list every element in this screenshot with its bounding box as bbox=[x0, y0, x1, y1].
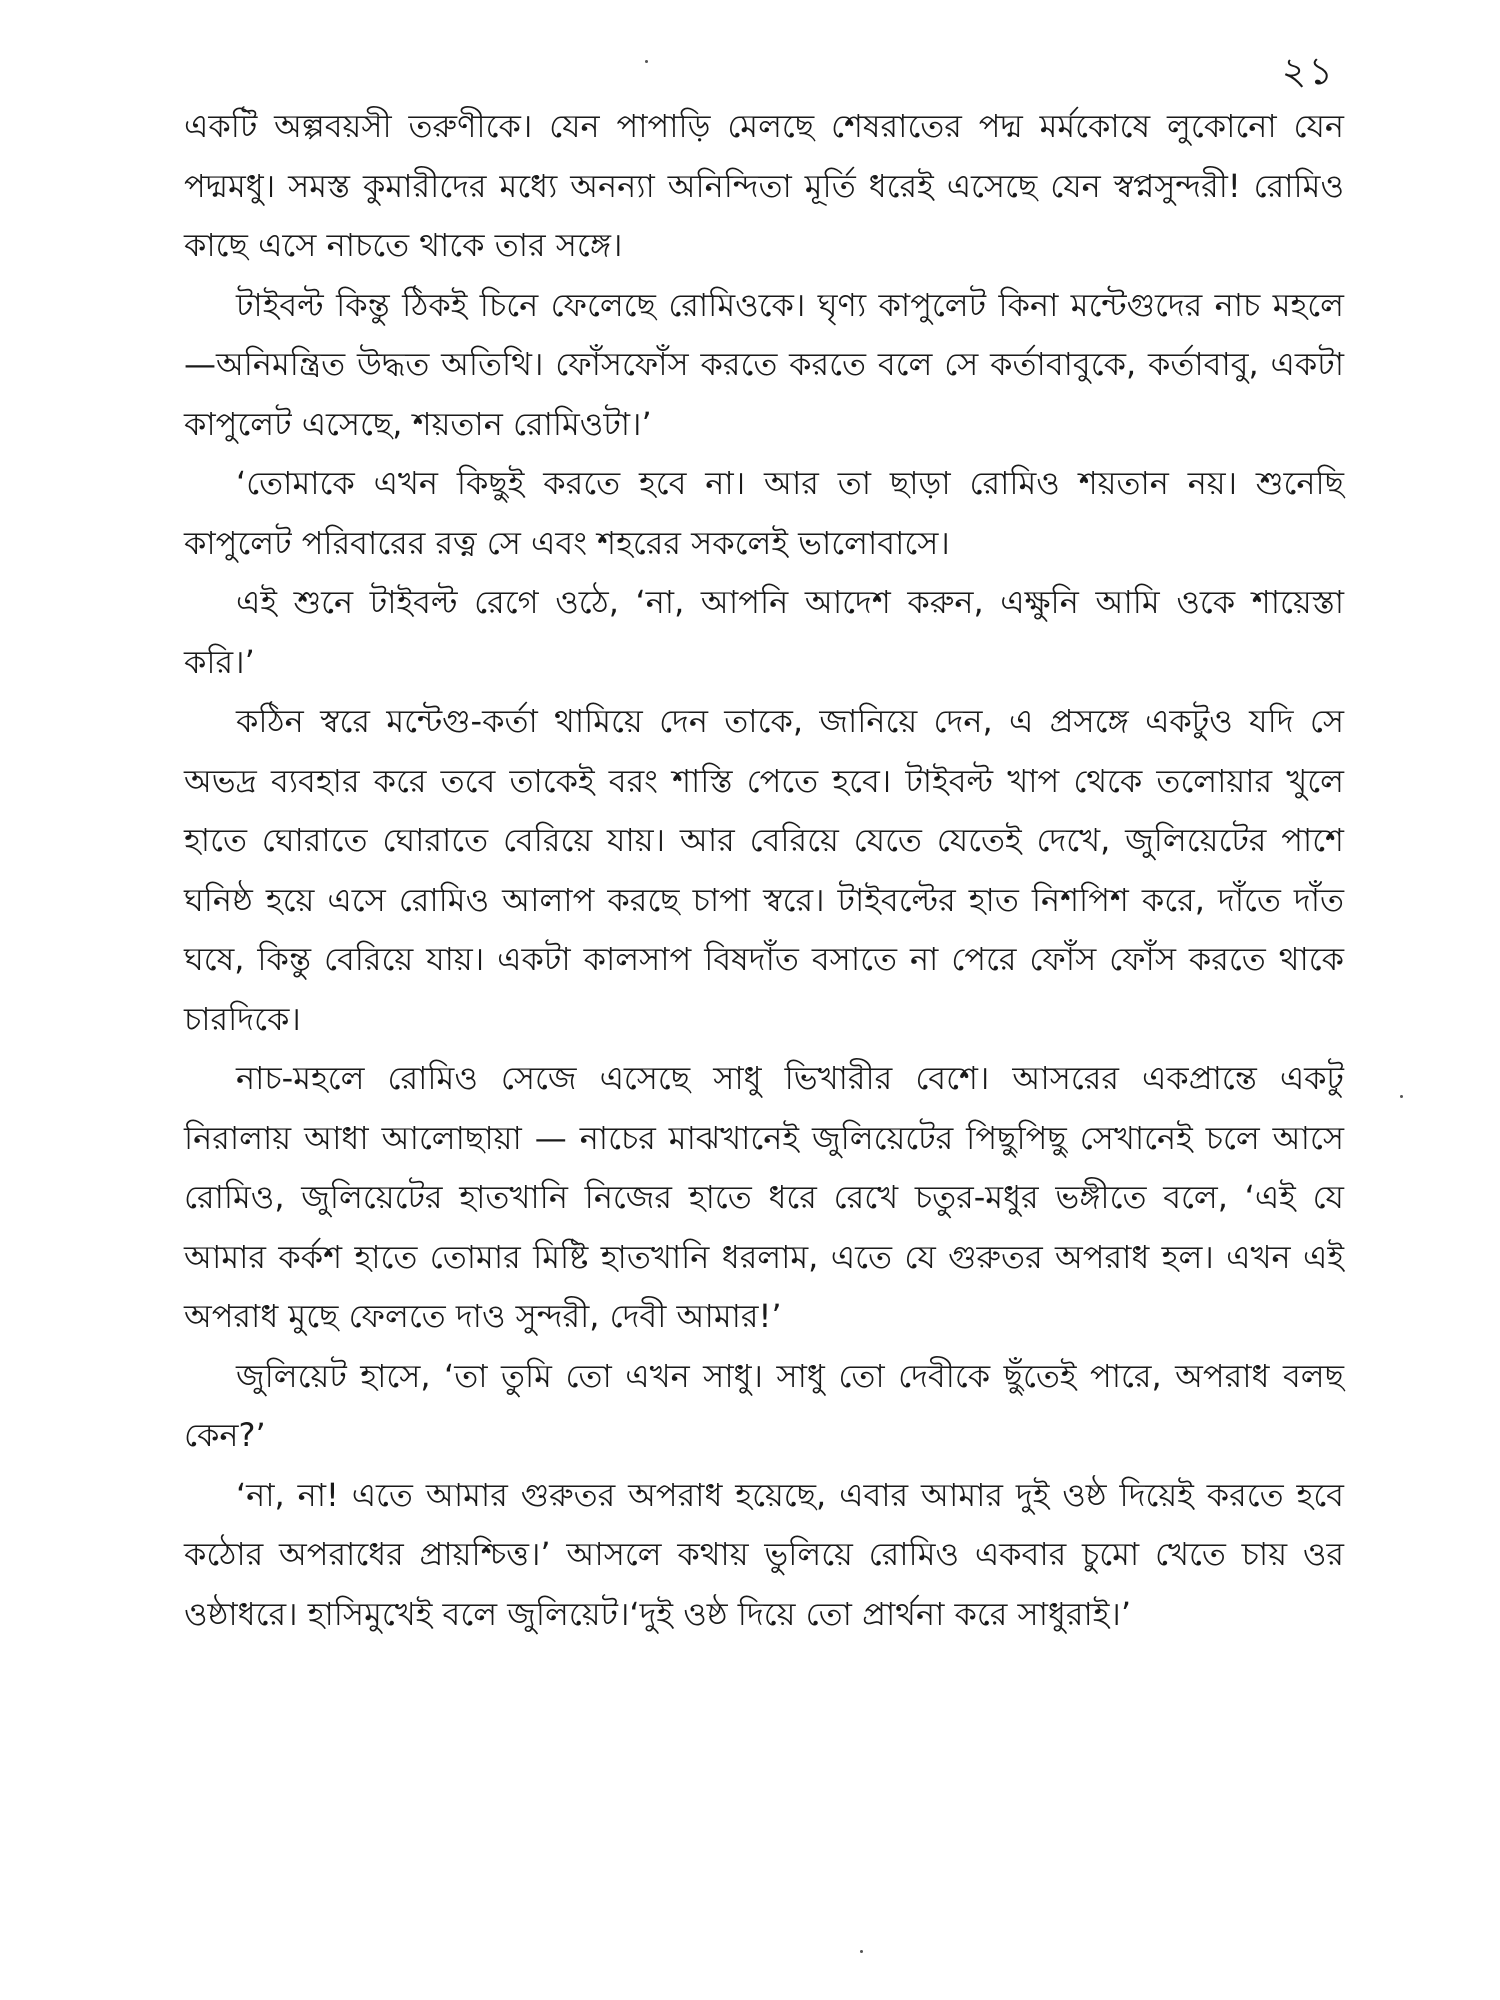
paragraph-1: একটি অল্পবয়সী তরুণীকে। যেন পাপাড়ি মেলছে শেষরাতের পদ্ম মর্মকোষে লুকোনো যেন পদ্মমধু। সমস্ত কুমারীদের মধ্যে অনন্যা অনিন্দিতা মূর্তি ধরেই এসেছে যেন স্বপ্নসুন্দরী! রোমিও কাছে এসে নাচতে থাকে তার সঙ্গে। bbox=[184, 107, 1344, 264]
paragraph-6: নাচ-মহলে রোমিও সেজে এসেছে সাধু ভিখারীর বেশে। আসরের একপ্রান্তে একটু নিরালায় আধা আলোছায়া — নাচের মাঝখানেই জুলিয়েটের পিছুপিছু সেখানেই চলে আসে রোমিও, জুলিয়েটের হাতখানি নিজের হাতে ধরে রেখে চতুর-মধুর ভঙ্গীতে বলে, ‘এই যে আমার কর্কশ হাতে তোমার মিষ্টি হাতখানি ধরলাম, এতে যে গুরুতর অপরাধ হল। এখন এই অপরাধ মুছে ফেলতে দাও সুন্দরী, দেবী আমার!’ bbox=[184, 1059, 1344, 1335]
scan-speck bbox=[860, 1950, 863, 1953]
paragraph-4: এই শুনে টাইবল্ট রেগে ওঠে, ‘না, আপনি আদেশ করুন, এক্ষুনি আমি ওকে শায়েস্তা করি।’ bbox=[184, 583, 1344, 681]
scan-speck bbox=[645, 60, 648, 63]
paragraph-7: জুলিয়েট হাসে, ‘তা তুমি তো এখন সাধু। সাধু তো দেবীকে ছুঁতেই পারে, অপরাধ বলছ কেন?’ bbox=[184, 1356, 1344, 1454]
paragraph-5: কঠিন স্বরে মন্টেগু-কর্তা থামিয়ে দেন তাকে, জানিয়ে দেন, এ প্রসঙ্গে একটুও যদি সে অভদ্র ব্যবহার করে তবে তাকেই বরং শাস্তি পেতে হবে। টাইবল্ট খাপ থেকে তলোয়ার খুলে হাতে ঘোরাতে ঘোরাতে বেরিয়ে যায়। আর বেরিয়ে যেতে যেতেই দেখে, জুলিয়েটের পাশে ঘনিষ্ঠ হয়ে এসে রোমিও আলাপ করছে চাপা স্বরে। টাইবল্টের হাত নিশপিশ করে, দাঁতে দাঁত ঘষে, কিন্তু বেরিয়ে যায়। একটা কালসাপ বিষদাঁত বসাতে না পেরে ফোঁস ফোঁস করতে থাকে চারদিকে। bbox=[184, 702, 1344, 1038]
paragraph-8: ‘না, না! এতে আমার গুরুতর অপরাধ হয়েছে, এবার আমার দুই ওষ্ঠ দিয়েই করতে হবে কঠোর অপরাধের প্রায়শ্চিত্ত।’ আসলে কথায় ভুলিয়ে রোমিও একবার চুমো খেতে চায় ওর ওষ্ঠাধরে। হাসিমুখেই বলে জুলিয়েট।‘দুই ওষ্ঠ দিয়ে তো প্রার্থনা করে সাধুরাই।’ bbox=[184, 1475, 1344, 1633]
paragraph-2: টাইবল্ট কিন্তু ঠিকই চিনে ফেলেছে রোমিওকে। ঘৃণ্য কাপুলেট কিনা মন্টেগুদের নাচ মহলে—অনিমন্ত্রিত উদ্ধত অতিথি। ফোঁসফোঁস করতে করতে বলে সে কর্তাবাবুকে, কর্তাবাবু, একটা কাপুলেট এসেছে, শয়তান রোমিওটা।’ bbox=[184, 285, 1344, 443]
body-text bbox=[184, 97, 1344, 1644]
scan-speck bbox=[1400, 1095, 1403, 1098]
page-number: ২১ bbox=[1281, 49, 1335, 93]
paragraph-3: ‘তোমাকে এখন কিছুই করতে হবে না। আর তা ছাড়া রোমিও শয়তান নয়। শুনেছি কাপুলেট পরিবারের রত্ন সে এবং শহরের সকলেই ভালোবাসে। bbox=[184, 464, 1344, 562]
